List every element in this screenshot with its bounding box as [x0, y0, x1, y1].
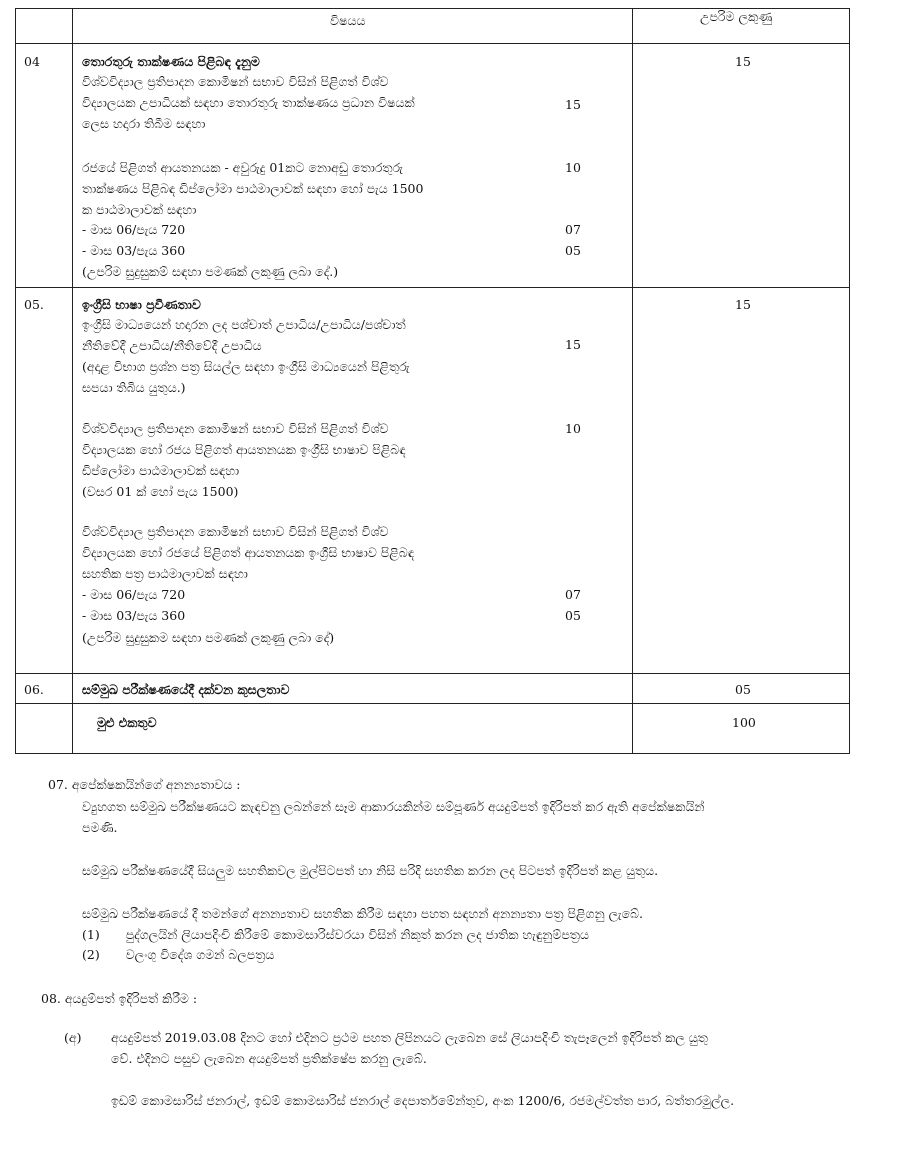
criterion-mark: 15: [565, 337, 581, 352]
address: ඉඩම් කොමසාරිස් ජනරාල්, ඉඩම් කොමසාරිස් ජනරාල් දෙපාර්තමේන්තුව, අංක 1200/6, රජමල්වත්ත පාර, බත්තරමුල්ල.: [111, 1093, 735, 1108]
criterion-text: [82, 521, 414, 584]
text-line: පමණි.: [82, 820, 118, 835]
paragraph: [111, 1027, 708, 1069]
text-line: ඩිප්ලෝමා පාඨමාලාවක් සඳහා: [82, 463, 240, 478]
criterion-text: - මාස 06/පැය 720: [82, 587, 186, 602]
text-line: සපයා තිබිය යුතුය.): [82, 380, 186, 395]
text-line: (වසර 01 ක් හෝ පැය 1500): [82, 484, 239, 499]
criterion-mark: 15: [565, 97, 581, 112]
criterion-mark: 05: [565, 608, 581, 623]
row-divider: [15, 287, 850, 288]
criterion-text: [82, 418, 406, 502]
text-line: ක පාඨමාලාවක් සඳහා: [82, 202, 197, 217]
row-max-marks: 05: [735, 682, 751, 697]
text-line: විශ්වවිද්‍යාල ප්‍රතිපාදන කොමිෂන් සභාව විසින් පිළිගත් විශ්ව: [82, 74, 389, 89]
criterion-text: - මාස 03/පැය 360: [82, 608, 186, 623]
table-border-bottom: [15, 753, 850, 754]
list-number: (2): [82, 947, 100, 962]
text-line: ව්‍යුහගත සම්මුඛ පරීක්ෂණයට කැඳවනු ලබන්නේ සෑම ආකාරයකින්ම සම්පූර්ණ අයදුම්පත් ඉදිරිපත් කර ඇති අපේක්ෂකයින්: [82, 799, 705, 814]
row-number: 05.: [24, 297, 44, 312]
row-divider: [15, 703, 850, 704]
col-line: [15, 8, 16, 754]
text-line: අයදුම්පත් 2019.03.08 දිනට හෝ එදිනට ප්‍රථම පහත ලිපිනයට ලැබෙන සේ ලියාපදිංචි තැපෑලෙන් ඉදිරිපත් කල යුතු: [111, 1030, 708, 1045]
text-line: ඉංග්‍රීසි මාධ්‍යයෙන් හදාරන ලද පශ්චාත් උපාධිය/උපාධිය/පශ්චාත්: [82, 317, 406, 332]
text-line: නීතිවේදී උපාධිය/නීතිවේදී උපාධිය: [82, 338, 262, 353]
row-max-marks: 15: [735, 297, 751, 312]
list-text: වලංගු විදේශ ගමන් බලපත්‍රය: [125, 947, 275, 962]
criterion-mark: 07: [565, 587, 581, 602]
text-line: තාක්ෂණය පිළිබඳ ඩිප්ලෝමා පාඨමාලාවක් සඳහා හෝ පැය 1500: [82, 181, 424, 196]
paragraph: සම්මුඛ පරීක්ෂණයේදී සියලුම සහතිකවල මුල්පිටපත් හා නිසි පරිදි සහතික කරන ලද පිටපත් ඉදිරිපත් කළ යුතුය.: [82, 863, 659, 878]
item-number: (අ): [64, 1030, 82, 1045]
header-divider: [15, 43, 850, 44]
row-title: තොරතුරු තාක්ෂණය පිළිබඳ දැනුම: [82, 54, 260, 69]
row-number: 06.: [24, 682, 44, 697]
col-line: [849, 8, 850, 754]
criterion-mark: 07: [565, 222, 581, 237]
criterion-text: [82, 157, 423, 220]
criterion-mark: 05: [565, 243, 581, 258]
criterion-text: - මාස 06/පැය 720: [82, 222, 186, 237]
text-line: විද්‍යාලයක හෝ රජය පිළිගත් ආයතනයක ඉංග්‍රීසි භාෂාව පිළිබඳ: [82, 442, 406, 457]
paragraph: සම්මුඛ පරීක්ෂණයේ දී තමන්ගේ අනන්‍යතාව සහතික කිරීම සඳහා පහත සඳහන් අනන්‍යතා පත්‍ර පිළිගනු ලැබේ.: [82, 906, 644, 921]
list-item: [82, 924, 589, 945]
criterion-note: (උපරිම සුදුසුකම් සඳහා පමණක් ලකුණු ලබා දේ.): [82, 264, 339, 279]
total-value: 100: [732, 715, 756, 730]
text-line: සහතික පත්‍ර පාඨමාලාවක් සඳහා: [82, 566, 248, 581]
text-line: විද්‍යාලයක හෝ රජයේ පිළිගත් ආයතනයක ඉංග්‍රීසි භාෂාව පිළිබඳ: [82, 545, 415, 560]
criterion-mark: 10: [565, 421, 581, 436]
row-title: ඉංග්‍රීසි භාෂා ප්‍රවීණතාව: [82, 297, 201, 312]
list-item: [82, 944, 274, 965]
paragraph: [82, 796, 705, 838]
text-line: විද්‍යාලයක උපාධියක් සඳහා තොරතුරු තාක්ෂණය ප්‍රධාන විෂයක්: [82, 95, 415, 110]
row-number: 04: [24, 54, 40, 69]
header-subject: විෂයය: [330, 13, 366, 28]
criterion-note: (උපරිම සුදුසුකම සඳහා පමණක් ලකුණු ලබා දේ): [82, 630, 335, 645]
section-heading: 08. අයදුම්පත් ඉදිරිපත් කිරීම :: [41, 991, 198, 1006]
text-line: විශ්වවිද්‍යාල ප්‍රතිපාදන කොමිෂන් සභාව විසින් පිළිගත් විශ්ව: [82, 421, 389, 436]
criterion-text: [82, 314, 410, 398]
list-text: පුද්ගලයින් ලියාපදිංචි කිරීමේ කොමසාරිස්වරයා විසින් නිකුත් කරන ලද ජාතික හැඳුනුම්පත්‍රය: [125, 927, 589, 942]
text-line: ලෙස හදාරා තිබීම සඳහා: [82, 116, 206, 131]
text-line: විශ්වවිද්‍යාල ප්‍රතිපාදන කොමිෂන් සභාව විසින් පිළිගත් විශ්ව: [82, 524, 389, 539]
list-number: (1): [82, 927, 100, 942]
col-line: [632, 8, 633, 754]
header-max-marks: උපරිම ලකුණු: [700, 9, 773, 24]
text-line: (අදාළ විභාග ප්‍රශ්න පත්‍ර සියල්ල සඳහා ඉංග්‍රීසි මාධ්‍යයෙන් පිළිතුරු: [82, 359, 410, 374]
criterion-text: - මාස 03/පැය 360: [82, 243, 186, 258]
criterion-mark: 10: [565, 160, 581, 175]
criterion-text: [82, 71, 415, 134]
total-label: මුළු එකතුව: [97, 715, 157, 730]
row-divider: [15, 673, 850, 674]
text-line: රජයේ පිළිගත් ආයතනයක - අවුරුදු 01කට නොඅඩු තොරතුරු: [82, 160, 403, 175]
col-line: [72, 8, 73, 754]
row-max-marks: 15: [735, 54, 751, 69]
row-title: සම්මුඛ පරීක්ෂණයේදී දක්වන කුසලතාව: [82, 682, 290, 697]
text-line: වේ. එදිනට පසුව ලැබෙන අයදුම්පත් ප්‍රතික්ෂේප කරනු ලැබේ.: [111, 1051, 427, 1066]
section-heading: 07. අපේක්ෂකයින්ගේ අනන්‍යතාවය :: [48, 777, 241, 792]
